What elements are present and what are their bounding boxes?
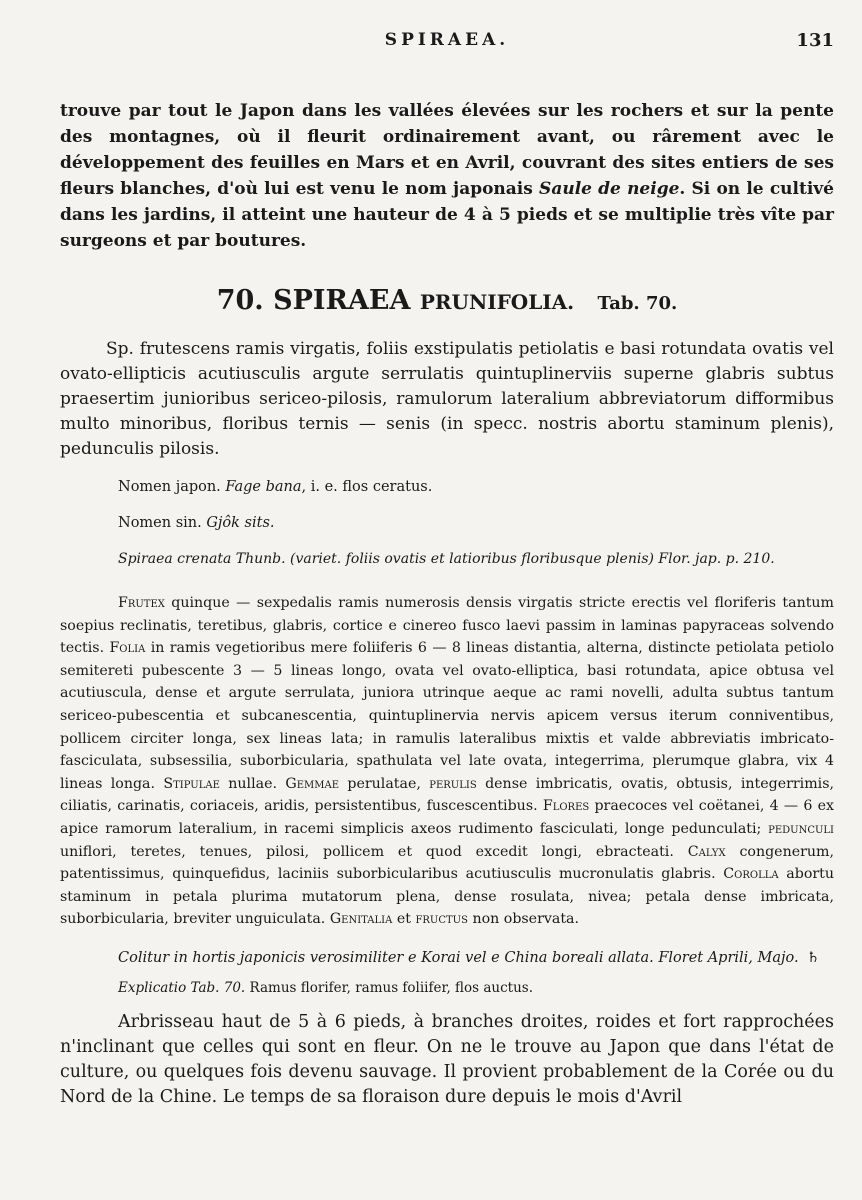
term-perulis: perulis: [429, 775, 477, 792]
cultivation-text: Colitur in hortis japonicis verosimiliter e Korai vel e China boreali allata. Floret Aprili, Majo.: [118, 949, 799, 966]
nomen-japon-label: Nomen japon.: [118, 479, 221, 495]
desc-part: quinque — sexpedalis ramis numerosis densis virgatis stricte erectis vel floriferis tantum soepius reclinatis, teretibus, glabris, cortice e cinereo fusco laevi passim in laminas papyraceas solvendo tectis.: [60, 595, 834, 657]
lead-italic: Saule de neige: [539, 179, 680, 199]
desc-part: dense imbricatis, ovatis, obtusis, integerrimis, ciliatis, carinatis, coriaceis, aridis, persistentibus, fuscescentibus.: [60, 775, 834, 815]
term-frutex: Frutex: [118, 595, 165, 611]
desc-part: non observata.: [467, 911, 579, 928]
lead-text-b: . Si on le cultivé dans les jardins, il atteint une hauteur de 4 à 5 pieds et se multiplie très vîte par surgeons et par boutures.: [60, 179, 834, 251]
french-paragraph: Arbrisseau haut de 5 à 6 pieds, à branches droites, roides et fort rapprochées n'inclinant que celles qui sont en fleur. On ne le trouve au Japon que dans l'état de culture, ou quelques fois devenu sauvage. Il provient probablement de la Corée ou du Nord de la Chine. Le temps de sa floraison dure depuis le mois d'Avril: [60, 1011, 834, 1107]
term-genitalia: Genitalia: [329, 911, 393, 928]
term-folia: Folia: [109, 640, 146, 657]
explicatio: [118, 978, 834, 998]
nomen-sin-label: Nomen sin.: [118, 515, 202, 531]
lead-paragraph: [60, 98, 834, 254]
diagnosis: Sp. frutescens ramis virgatis, foliis exstipulatis petiolatis e basi rotundata ovatis vel ovato-ellipticis acutiusculis argute serrulatis quintuplinerviis superne glabris subtus praesertim junioribus sericeo-pilosis, ramulorum lateralium abbreviatorum difformibus multo minoribus, floribus ternis — senis (in specc. nostris abortu staminum plenis), pedunculis pilosis.: [60, 339, 834, 459]
nomen-japon-rest: , i. e. flos ceratus.: [301, 479, 433, 495]
desc-part: et: [392, 911, 416, 928]
explicatio-text: Ramus florifer, ramus foliifer, flos auctus.: [249, 979, 534, 996]
synonym: [118, 548, 834, 570]
term-corolla: Corolla: [723, 866, 779, 883]
term-stipulae: Stipulae: [163, 775, 220, 792]
running-head: [60, 30, 834, 58]
page-number: 131: [796, 30, 834, 51]
nomen-sin-name: Gjôk sits.: [206, 515, 275, 531]
desc-part: in ramis vegetioribus mere foliiferis 6 — 8 lineas distantia, alterna, distincte petiolata petiolo semiteretі pubescente 3 — 5 lineas longo, ovata vel ovato-elliptica, basi rotundata, apice obtusa vel acutiuscula, dense et argute serrulata, juniora utrinque aeque ac rami novelli, adulta subtus tantum sericeo-pubescentia et subcanescentia, quintuplinervia nervis apicem versus iterum conniventibus, pollicem circiter longa, sex lineas lata; in ramulis lateralibus mixtis et valde abbreviatis imbricato-fasciculata, subsessilia, suborbicularia, spathulata vel late ovata, integerrima, plerumque glabra, vix 4 lineas longa.: [60, 640, 834, 792]
explicatio-label: Explicatio Tab. 70.: [118, 979, 246, 996]
running-title: SPIRAEA.: [384, 30, 510, 50]
nomen-japon: [118, 476, 834, 498]
term-fructus: fructus: [415, 911, 468, 928]
desc-part: nullae.: [219, 775, 286, 792]
desc-part: perulatae,: [339, 775, 430, 792]
term-gemmae: Gemmae: [285, 775, 340, 792]
term-pedunculi: pedunculi: [768, 820, 834, 837]
term-calyx: Calyx: [687, 843, 726, 860]
description: [60, 592, 834, 931]
cultivation-note: [60, 947, 834, 970]
lead-text-a: trouve par tout le Japon dans les vallées élevées sur les rochers et sur la pente des montagnes, où il fleurit ordinairement avant, ou rârement avec le développement des feuilles en Mars et en Avril, couvrant des sites entiers de ses fleurs blanches, d'où lui est venu le nom japonais: [60, 101, 834, 199]
nomen-sin: [118, 512, 834, 534]
desc-part: congenerum, patentissimus, quinquefidus, laciniis suborbicularibus acutiusculis mucronulatis glabris.: [60, 843, 834, 883]
synonym-text: Spiraea crenata Thunb. (variet. foliis ovatis et latioribus floribusque plenis) Flor. jap. p. 210.: [118, 551, 775, 567]
desc-part: praecoces vel coëtanei, 4 — 6 ex apice ramorum lateralium, in racemi simplicis axeos rudimento fasciculati, longe pedunculati;: [60, 798, 834, 837]
shrub-symbol-icon: ♄: [806, 949, 820, 966]
desc-part: abortu staminum in petala plurima mutatorum plena, dense rosulata, nivea; petala dense imbricata, suborbicularia, breviter unguiculata.: [60, 866, 835, 928]
desc-part: uniflori, teretes, tenues, pilosi, pollicem et quod excedit longi, ebracteati.: [60, 843, 688, 860]
page: [60, 30, 834, 1110]
species-number: 70.: [216, 285, 264, 316]
species-tab: Tab. 70.: [597, 293, 678, 314]
nomen-japon-name: Fage bana: [225, 479, 302, 495]
species-genus: SPIRAEA: [273, 285, 411, 316]
species-heading: [60, 284, 834, 321]
species-epithet: PRUNIFOLIA.: [419, 290, 575, 314]
term-flores: Flores: [542, 798, 590, 815]
